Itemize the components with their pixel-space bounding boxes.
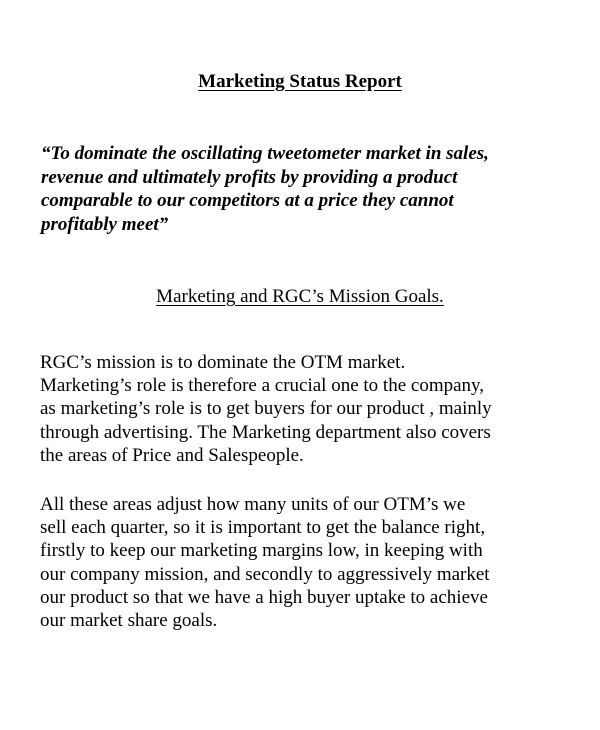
quote-line: comparable to our competitors at a price they cannot bbox=[41, 190, 454, 211]
document-title: Marketing Status Report bbox=[198, 71, 402, 92]
paragraph-line: Marketing’s role is therefore a crucial one to the company, bbox=[40, 375, 485, 397]
quote-line: profitably meet” bbox=[41, 213, 169, 235]
quote-line: revenue and ultimately profits by providing a product bbox=[41, 166, 458, 188]
paragraph-line: our market share goals. bbox=[40, 610, 218, 632]
paragraph-line: our product so that we have a high buyer uptake to achieve bbox=[40, 586, 488, 608]
paragraph-mission bbox=[40, 351, 580, 467]
mission-quote bbox=[41, 142, 571, 236]
paragraph-line: the areas of Price and Salespeople. bbox=[40, 444, 304, 466]
paragraph-line: through advertising. The Marketing department also covers bbox=[40, 421, 491, 443]
section-heading: Marketing and RGC’s Mission Goals. bbox=[156, 286, 444, 307]
paragraph-line: as marketing’s role is to get buyers for our product , mainly bbox=[40, 398, 492, 420]
paragraph-line: our company mission, and secondly to aggressively market bbox=[40, 563, 490, 585]
paragraph-line: All these areas adjust how many units of our OTM’s we bbox=[40, 494, 466, 515]
paragraph-line: firstly to keep our marketing margins low, in keeping with bbox=[40, 540, 483, 562]
paragraph-line: sell each quarter, so it is important to get the balance right, bbox=[40, 517, 486, 539]
paragraph-line: RGC’s mission is to dominate the OTM market. bbox=[40, 352, 406, 373]
paragraph-areas bbox=[40, 493, 580, 632]
quote-line: “To dominate the oscillating tweetometer market in sales, bbox=[41, 143, 489, 164]
